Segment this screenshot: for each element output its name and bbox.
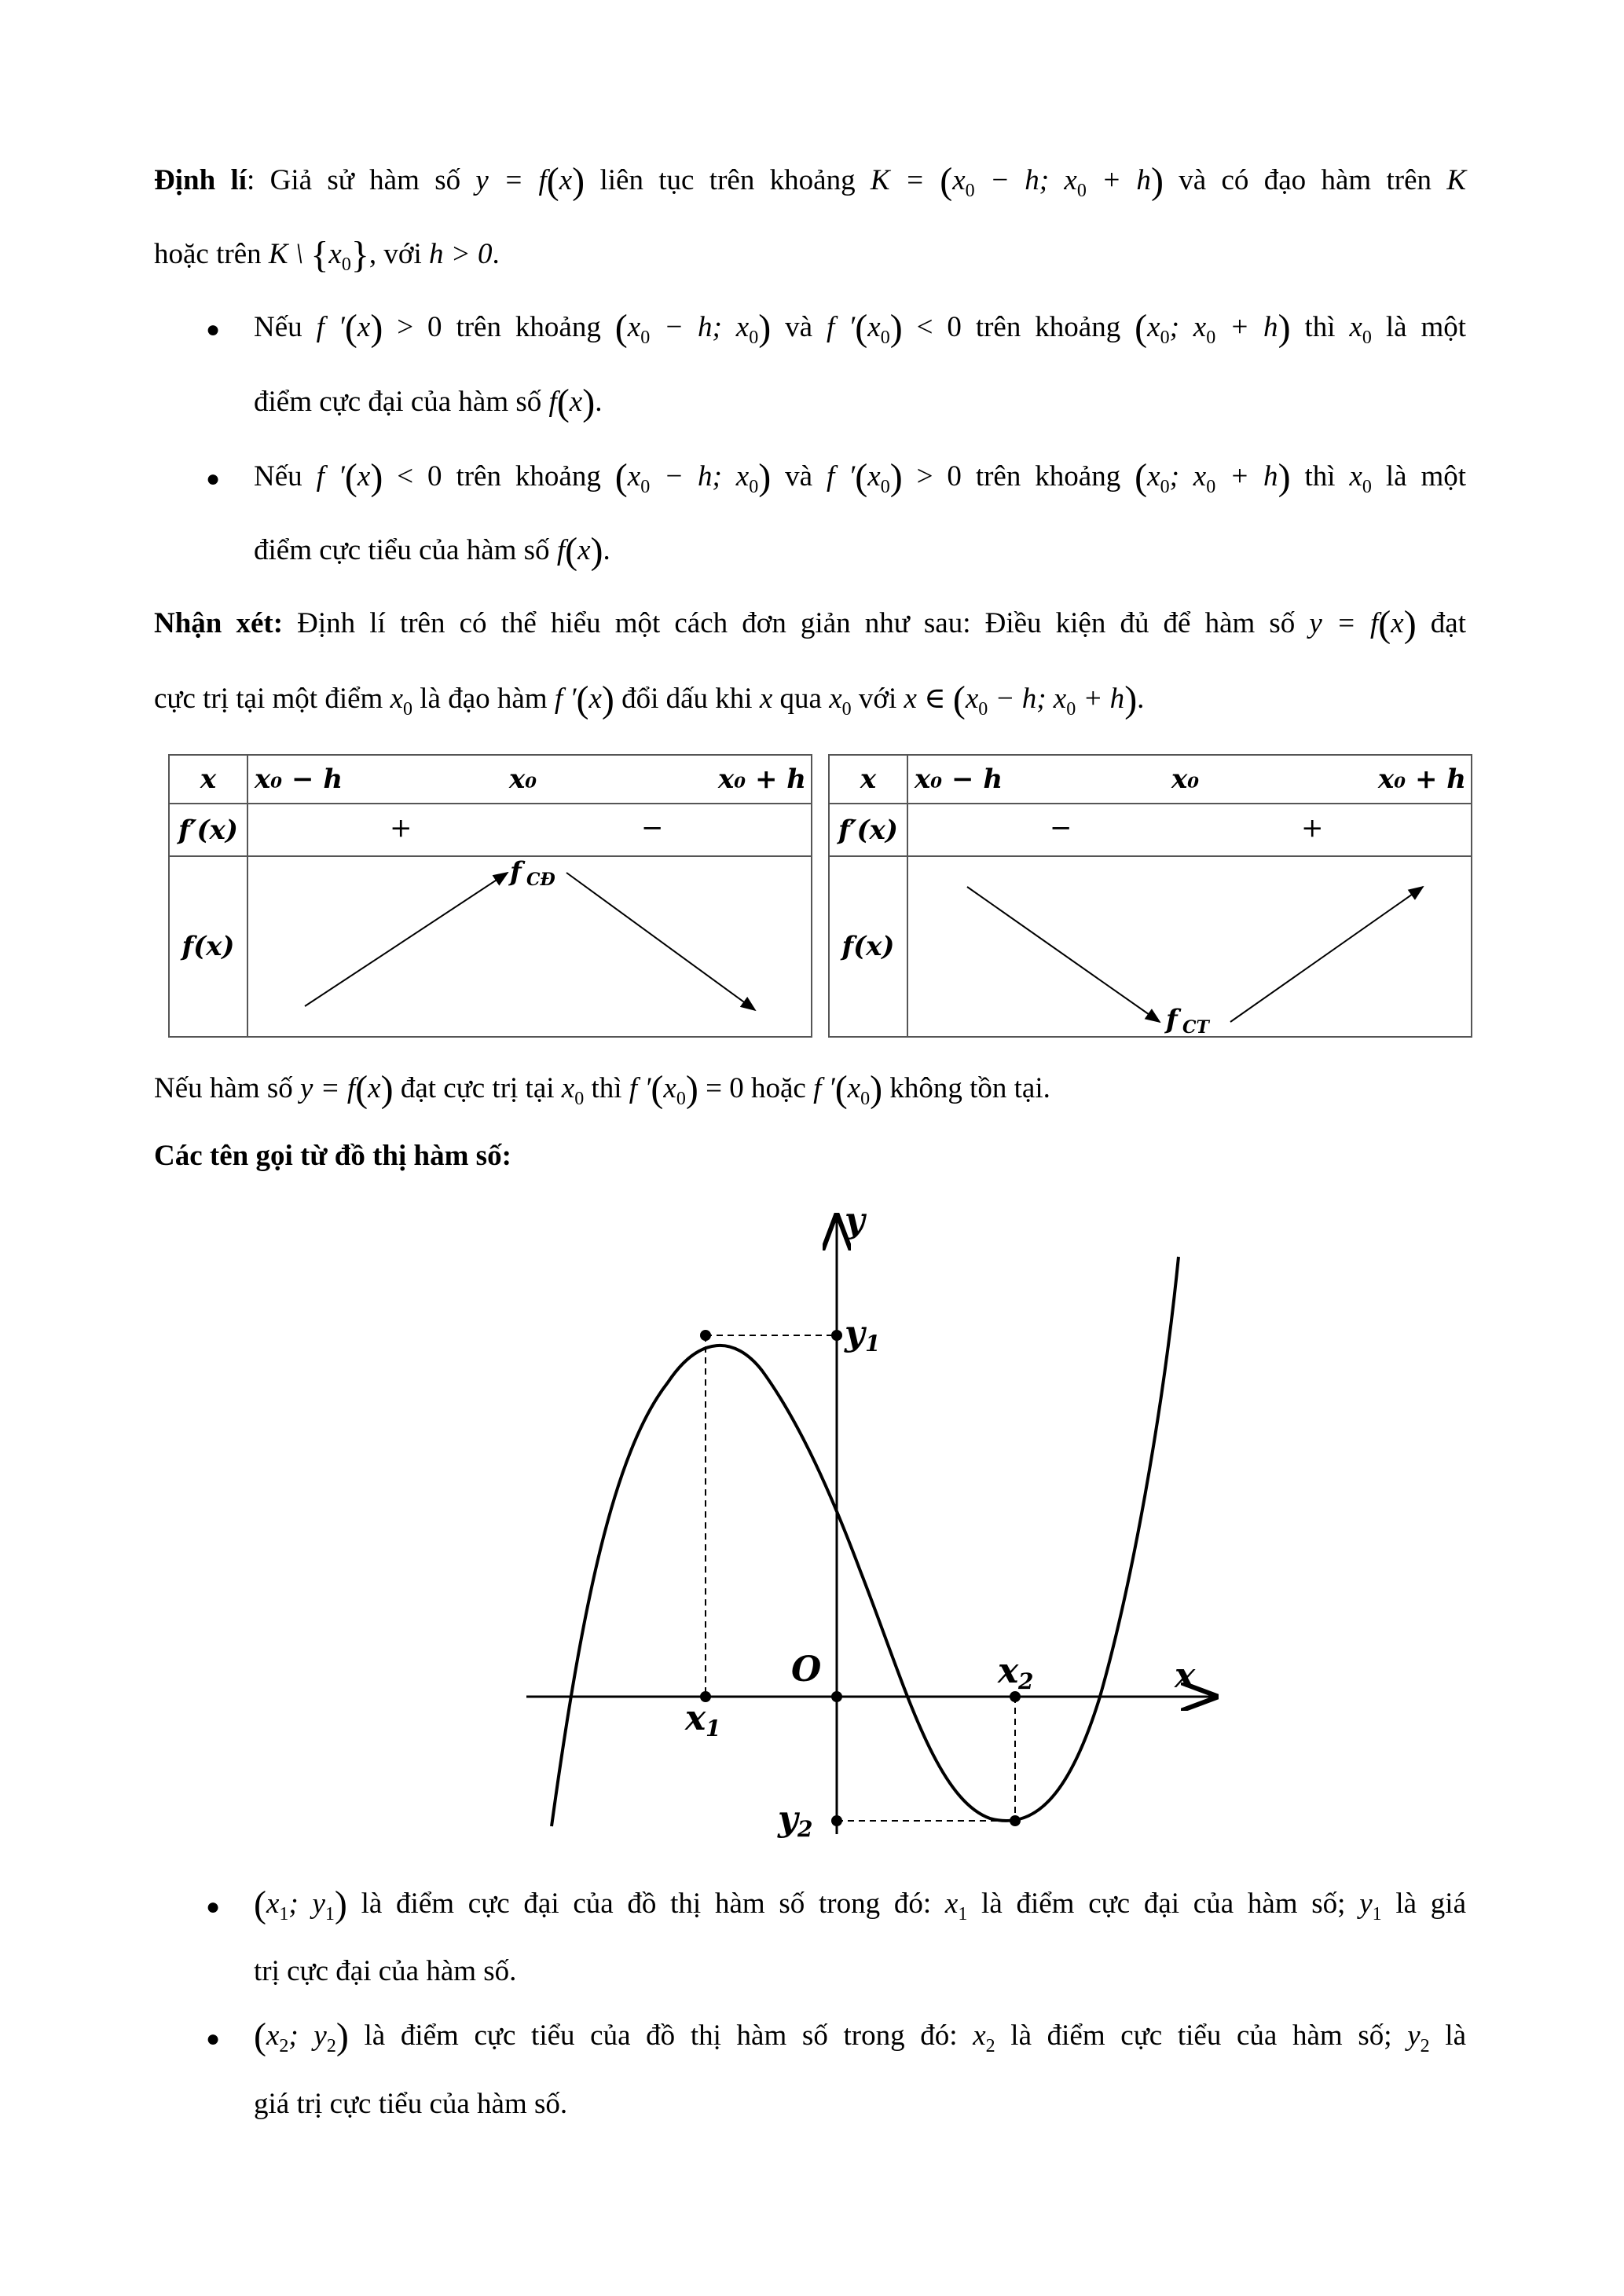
point-2-line-2: giá trị cực tiểu của hàm số. bbox=[254, 2088, 568, 2120]
svg-text:1: 1 bbox=[706, 1716, 721, 1741]
y-axis-label: y bbox=[845, 1200, 865, 1240]
variation-table-max: x x₀ − h x₀ x₀ + h f′(x) + − f(x) f CĐ bbox=[168, 754, 812, 1038]
variation-table-min: x x₀ − h x₀ x₀ + h f′(x) − + f(x) f CT bbox=[828, 754, 1472, 1038]
bullet-2-line-1: Nếu f ′(x) < 0 trên khoảng ($x_0 - h$; $x_0$) và f $'(x_0) > 0$ trên khoảng ($x_0$; $x_0 + h$) thì $x_0$ là một bbox=[254, 456, 1467, 498]
bullet-dot: ● bbox=[206, 1894, 221, 1920]
y2-label: y bbox=[778, 1799, 798, 1839]
extremum-label: f bbox=[510, 857, 522, 888]
y1-label: y bbox=[845, 1313, 865, 1353]
y2-point bbox=[831, 1815, 842, 1826]
svg-text:2: 2 bbox=[1018, 1668, 1034, 1694]
svg-text:1: 1 bbox=[865, 1331, 881, 1357]
min-point bbox=[1010, 1815, 1021, 1826]
note-line: Nếu hàm số y = f(x) đạt cực trị tại $x_0$ thì f $'(x_0) = 0$ hoặc f $'(x_0)$ không tồn tại. bbox=[154, 1068, 1050, 1110]
max-point bbox=[700, 1330, 711, 1341]
x1-label: x bbox=[685, 1698, 706, 1738]
svg-text:2: 2 bbox=[797, 1816, 813, 1842]
bullet-dot: ● bbox=[206, 466, 221, 492]
bullet-dot: ● bbox=[206, 2026, 221, 2052]
svg-text:CĐ: CĐ bbox=[526, 870, 555, 890]
origin-point bbox=[831, 1691, 842, 1702]
remark-line-1: Nhận xét: Định lí trên có thể hiểu một cách đơn giản như sau: Điều kiện đủ để hàm số y = f(x) đạt bbox=[154, 603, 1467, 645]
remark-line-2: cực trị tại một điểm $x_0$ là đạo hàm f ′(x) đổi dấu khi x qua $x_0$ với x ∈ ($x_0 - h$; $x_0 + h$). bbox=[154, 679, 1145, 720]
point-2-line-1: ($x_2$; $y_2$) là điểm cực tiểu của đồ thị hàm số trong đó: $x_2$ là điểm cực tiểu của hàm số; $y_2$ là bbox=[254, 2016, 1467, 2057]
origin-label: O bbox=[791, 1650, 822, 1690]
bullet-1-line-1: Nếu f ′(x) > 0 trên khoảng ($x_0 - h$; $x_0$) và f $'(x_0) < 0$ trên khoảng ($x_0$; $x_0 + h$) thì $x_0$ là một bbox=[254, 307, 1467, 349]
extremum-label: f bbox=[1166, 1004, 1178, 1035]
y1-point bbox=[831, 1330, 842, 1341]
bullet-dot: ● bbox=[206, 317, 221, 342]
theorem-line-1: Định lí: Giả sử hàm số y = f(x) liên tục trên khoảng $K = (x_0 - h$; $x_0 + h$) và có đạo hàm trên K bbox=[154, 160, 1467, 202]
bullet-1-line-2: điểm cực đại của hàm số f(x). bbox=[254, 382, 603, 423]
x-axis-label: x bbox=[1175, 1656, 1196, 1696]
remark-label: Nhận xét: bbox=[154, 607, 284, 639]
svg-text:CT: CT bbox=[1182, 1017, 1209, 1036]
bullet-2-line-2: điểm cực tiểu của hàm số f(x). bbox=[254, 530, 610, 572]
point-1-line-1: ($x_1$; $y_1$) là điểm cực đại của đồ thị hàm số trong đó: $x_1$ là điểm cực đại của hàm số; $y_1$ là giá bbox=[254, 1884, 1467, 1925]
x2-label: x bbox=[998, 1651, 1019, 1691]
theorem-label: Định lí bbox=[154, 164, 247, 196]
graph-heading: Các tên gọi từ đồ thị hàm số: bbox=[154, 1140, 511, 1172]
theorem-line-2: hoặc trên K \ $\{x_0\}$, với h > 0. bbox=[154, 234, 500, 276]
point-1-line-2: trị cực đại của hàm số. bbox=[254, 1955, 517, 1987]
